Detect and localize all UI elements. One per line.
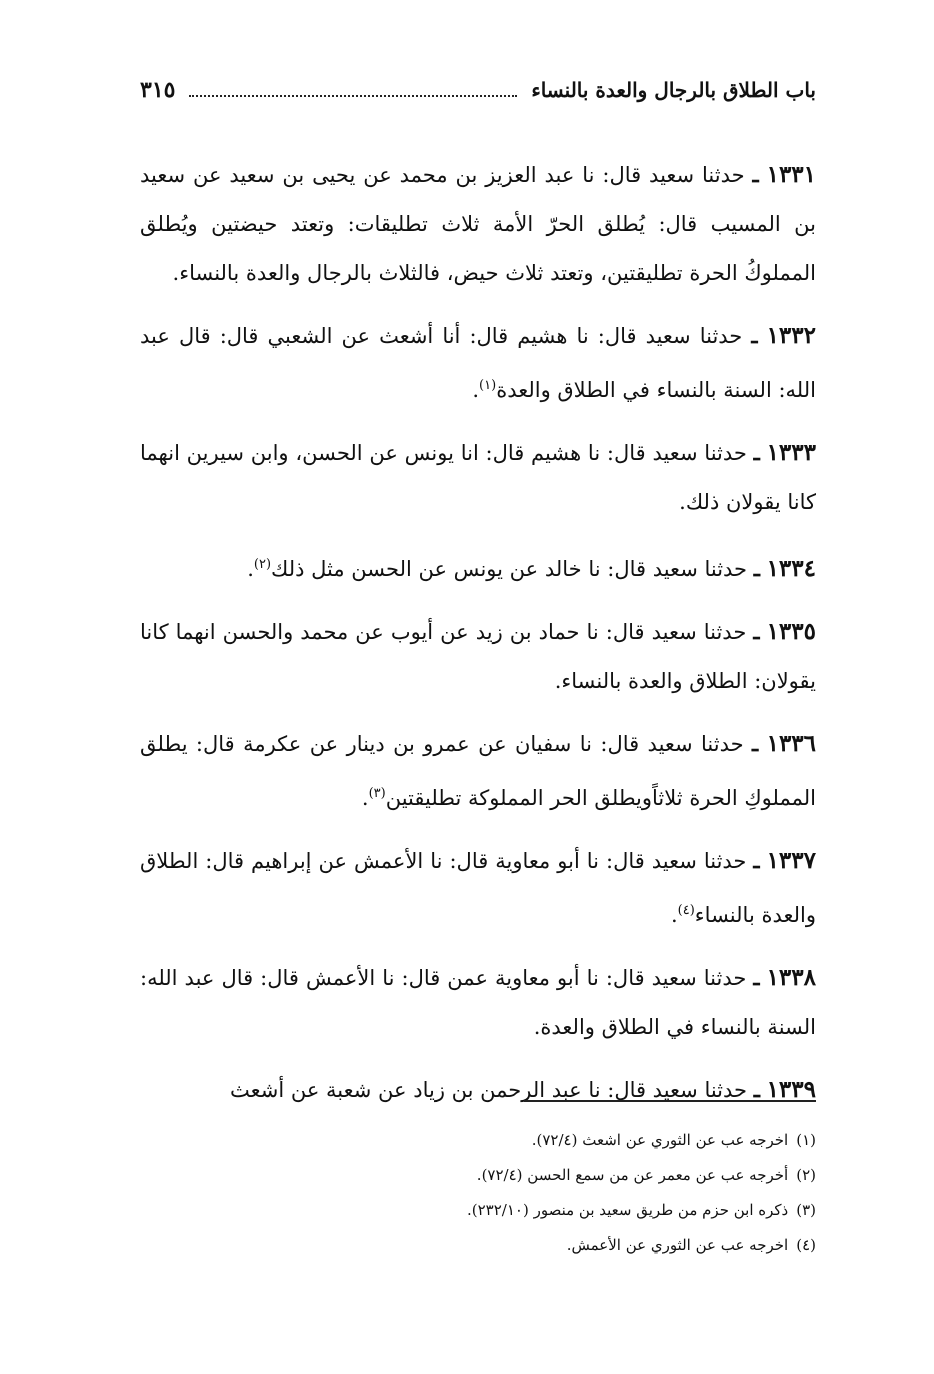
entry-number: ١٣٣٩ <box>766 1076 816 1103</box>
entry-text: حدثنا سعيد قال: نا عبد الرحمن بن زياد عن شعبة عن أشعث <box>230 1078 748 1102</box>
hadith-entry-1339 <box>140 1065 816 1115</box>
entry-text: حدثنا سعيد قال: نا خالد عن يونس عن الحسن مثل ذلك <box>271 557 748 581</box>
entry-tail: . <box>361 786 369 810</box>
footnote-mark: (٤) <box>796 1236 816 1254</box>
footnote-1 <box>300 1123 816 1158</box>
entry-dash: ـ <box>753 848 760 873</box>
entry-tail: . <box>247 557 254 581</box>
footnote-text: اخرجه عب عن الثوري عن الأعمش. <box>566 1236 789 1254</box>
footnote-mark: (١) <box>796 1131 816 1149</box>
entry-text: حدثنا سعيد قال: نا عبد العزيز بن محمد عن يحيى بن سعيد عن سعيد بن المسيب قال: يُطلق الحرّ الأمة ثلاث تطليقات: وتعتد حيضتين ويُطلق المملوكُ الحرة تطليقتين، وتعتد ثلاث حيض، فالثلاث بالرجال والعدة بالنساء. <box>140 163 816 285</box>
footnote-ref[interactable]: (٢) <box>253 557 272 572</box>
entry-tail: . <box>472 378 480 402</box>
entry-text: حدثنا سعيد قال: نا هشيم قال: انا يونس عن الحسن، وابن سيرين انهما كانا يقولان ذلك. <box>140 441 816 514</box>
hadith-entry-1331 <box>140 150 816 298</box>
footnotes <box>300 1123 816 1263</box>
hadith-entry-1335 <box>140 607 816 706</box>
entry-number: ١٣٣٦ <box>766 730 817 757</box>
entry-tail: . <box>670 903 678 927</box>
hadith-entry-1332 <box>140 311 816 415</box>
entry-dash: ـ <box>753 965 760 990</box>
entry-dash: ـ <box>753 556 760 581</box>
footnote-ref[interactable]: (٤) <box>677 903 695 918</box>
entry-dash: ـ <box>752 731 759 756</box>
hadith-entry-1334 <box>140 540 816 594</box>
entry-number: ١٣٣٢ <box>766 322 816 349</box>
footnote-ref[interactable]: (٣) <box>368 786 386 801</box>
entry-number: ١٣٣١ <box>766 161 817 188</box>
entry-dash: ـ <box>753 1077 760 1102</box>
entry-number: ١٣٣٨ <box>766 964 816 991</box>
entry-number: ١٣٣٤ <box>766 555 816 582</box>
entry-text: حدثنا سعيد قال: نا حماد بن زيد عن أيوب عن محمد والحسن انهما كانا يقولان: الطلاق والعدة بالنساء. <box>140 620 816 693</box>
entry-number: ١٣٣٣ <box>766 439 816 466</box>
entry-text: حدثنا سعيد قال: نا هشيم قال: أنا أشعث عن الشعبي قال: قال عبد الله: السنة بالنساء في الطلاق والعدة <box>140 324 816 402</box>
page-header <box>140 72 816 108</box>
entry-dash: ـ <box>753 619 760 644</box>
footnote-3 <box>300 1193 816 1228</box>
hadith-entry-1338 <box>140 953 816 1052</box>
hadith-entry-1336 <box>140 719 816 823</box>
hadith-entry-1333 <box>140 428 816 527</box>
chapter-title: باب الطلاق بالرجال والعدة بالنساء <box>531 78 816 102</box>
hadith-entry-1337 <box>140 836 816 940</box>
footnote-divider <box>524 1100 816 1102</box>
entry-dash: ـ <box>752 162 759 187</box>
entry-dash: ـ <box>753 440 760 465</box>
footnote-mark: (٢) <box>796 1166 816 1184</box>
footnote-4 <box>300 1228 816 1263</box>
footnote-text: أخرجه عب عن معمر عن من سمع الحسن (٧٢/٤). <box>476 1166 789 1184</box>
footnote-2 <box>300 1158 816 1193</box>
footnote-mark: (٣) <box>796 1201 816 1219</box>
entry-text: حدثنا سعيد قال: نا أبو معاوية قال: نا الأعمش عن إبراهيم قال: الطلاق والعدة بالنساء <box>140 849 816 927</box>
footnote-text: اخرجه عب عن الثوري عن اشعث (٧٢/٤). <box>531 1131 789 1149</box>
dotted-leader <box>189 95 517 97</box>
footnote-ref[interactable]: (١) <box>479 378 497 393</box>
entry-text: حدثنا سعيد قال: نا أبو معاوية عمن قال: نا الأعمش قال: قال عبد الله: السنة بالنساء في الطلاق والعدة. <box>140 966 816 1039</box>
entry-number: ١٣٣٥ <box>766 618 816 645</box>
page-number: ٣١٥ <box>140 77 176 103</box>
entry-dash: ـ <box>751 323 758 348</box>
body-text <box>140 150 816 1128</box>
entry-text: حدثنا سعيد قال: نا سفيان عن عمرو بن دينار عن عكرمة قال: يطلق المملوكِ الحرة ثلاثاًويطلق الحر المملوكة تطليقتين <box>140 732 816 810</box>
footnote-text: ذكره ابن حزم من طريق سعيد بن منصور (٢٣٢/١٠). <box>466 1201 789 1219</box>
entry-number: ١٣٣٧ <box>766 847 816 874</box>
